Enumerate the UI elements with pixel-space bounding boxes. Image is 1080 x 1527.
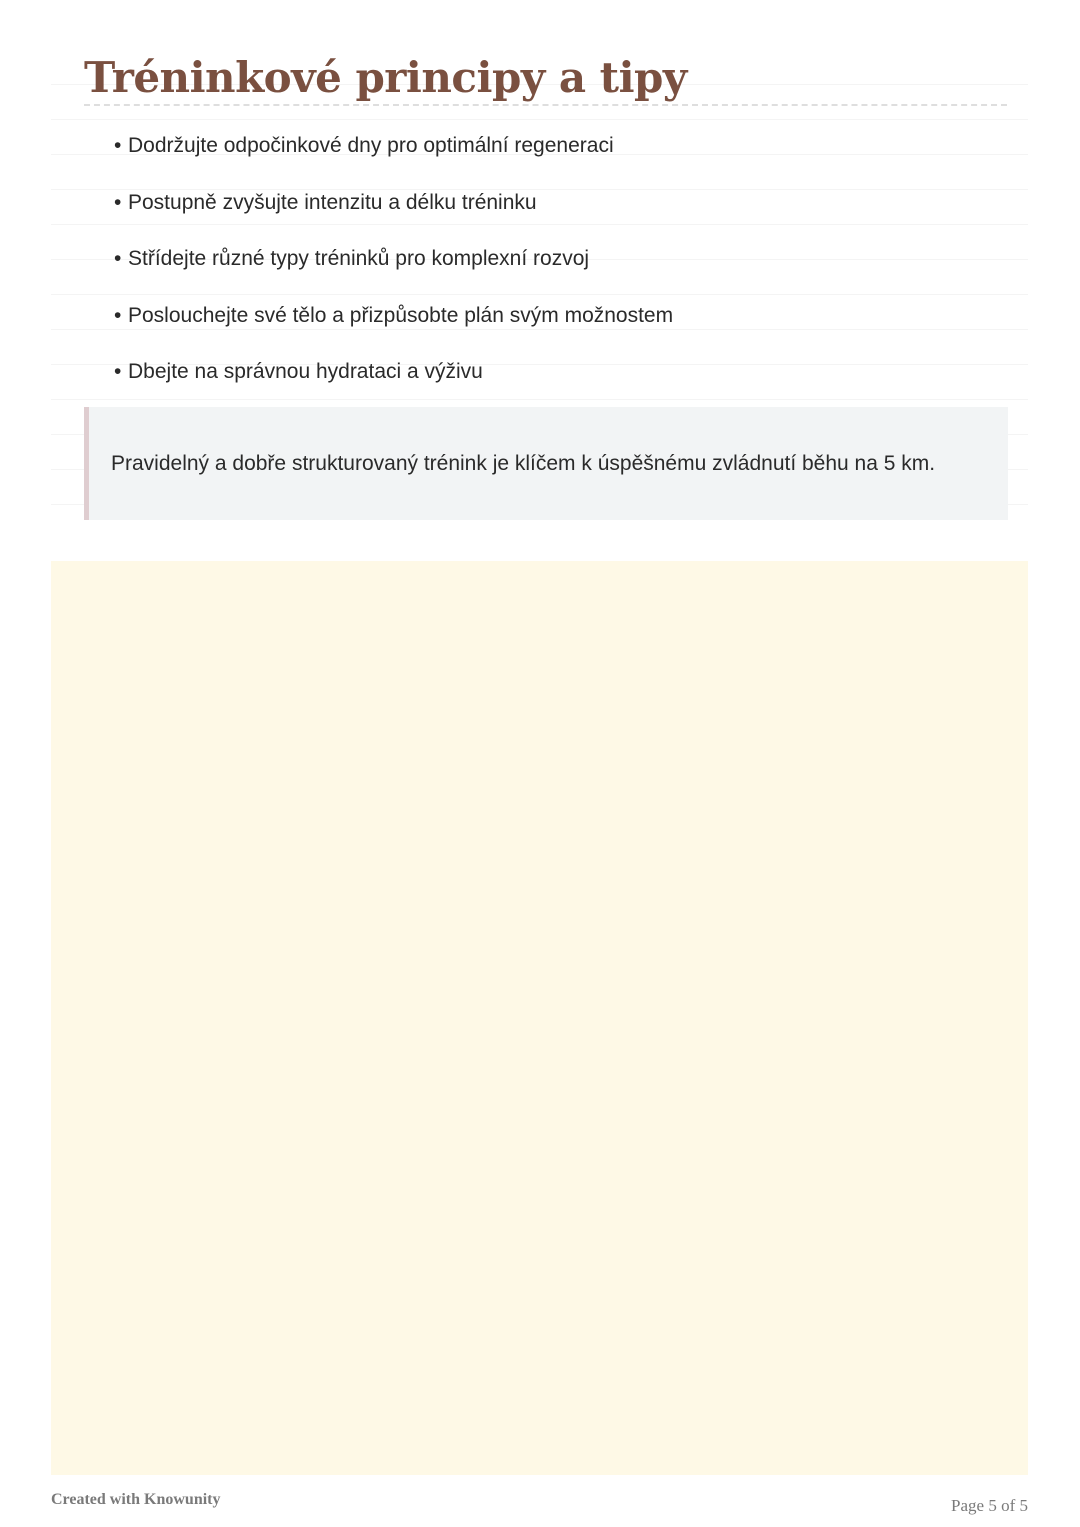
tip-text: Dodržujte odpočinkové dny pro optimální regeneraci (128, 134, 614, 157)
page-title: Tréninkové principy a tipy (84, 50, 1007, 106)
callout-text: Pravidelný a dobře strukturovaný trénink je klíčem k úspěšnému zvládnutí běhu na 5 km. (111, 452, 936, 475)
list-item (114, 231, 673, 288)
list-item (114, 344, 673, 401)
bullet-icon: • (114, 190, 122, 214)
page-number: Page 5 of 5 (951, 1496, 1028, 1515)
tip-text: Postupně zvyšujte intenzitu a délku tréninku (128, 190, 537, 214)
list-item (114, 118, 673, 175)
tips-list (114, 118, 673, 401)
tip-text: Poslouchejte své tělo a přizpůsobte plán svým možnostem (128, 303, 674, 327)
content-card (51, 50, 1028, 537)
list-item (114, 288, 673, 345)
bullet-icon: • (114, 360, 122, 383)
bullet-icon: • (114, 134, 122, 157)
bullet-icon: • (114, 303, 122, 327)
tip-text: Střídejte různé typy tréninků pro komplexní rozvoj (128, 247, 590, 270)
footer-credit: Created with Knowunity (51, 1491, 221, 1508)
list-item (114, 175, 673, 232)
summary-callout (84, 407, 1008, 520)
tip-text: Dbejte na správnou hydrataci a výživu (128, 360, 483, 383)
notes-area (51, 561, 1028, 1475)
bullet-icon: • (114, 247, 122, 270)
